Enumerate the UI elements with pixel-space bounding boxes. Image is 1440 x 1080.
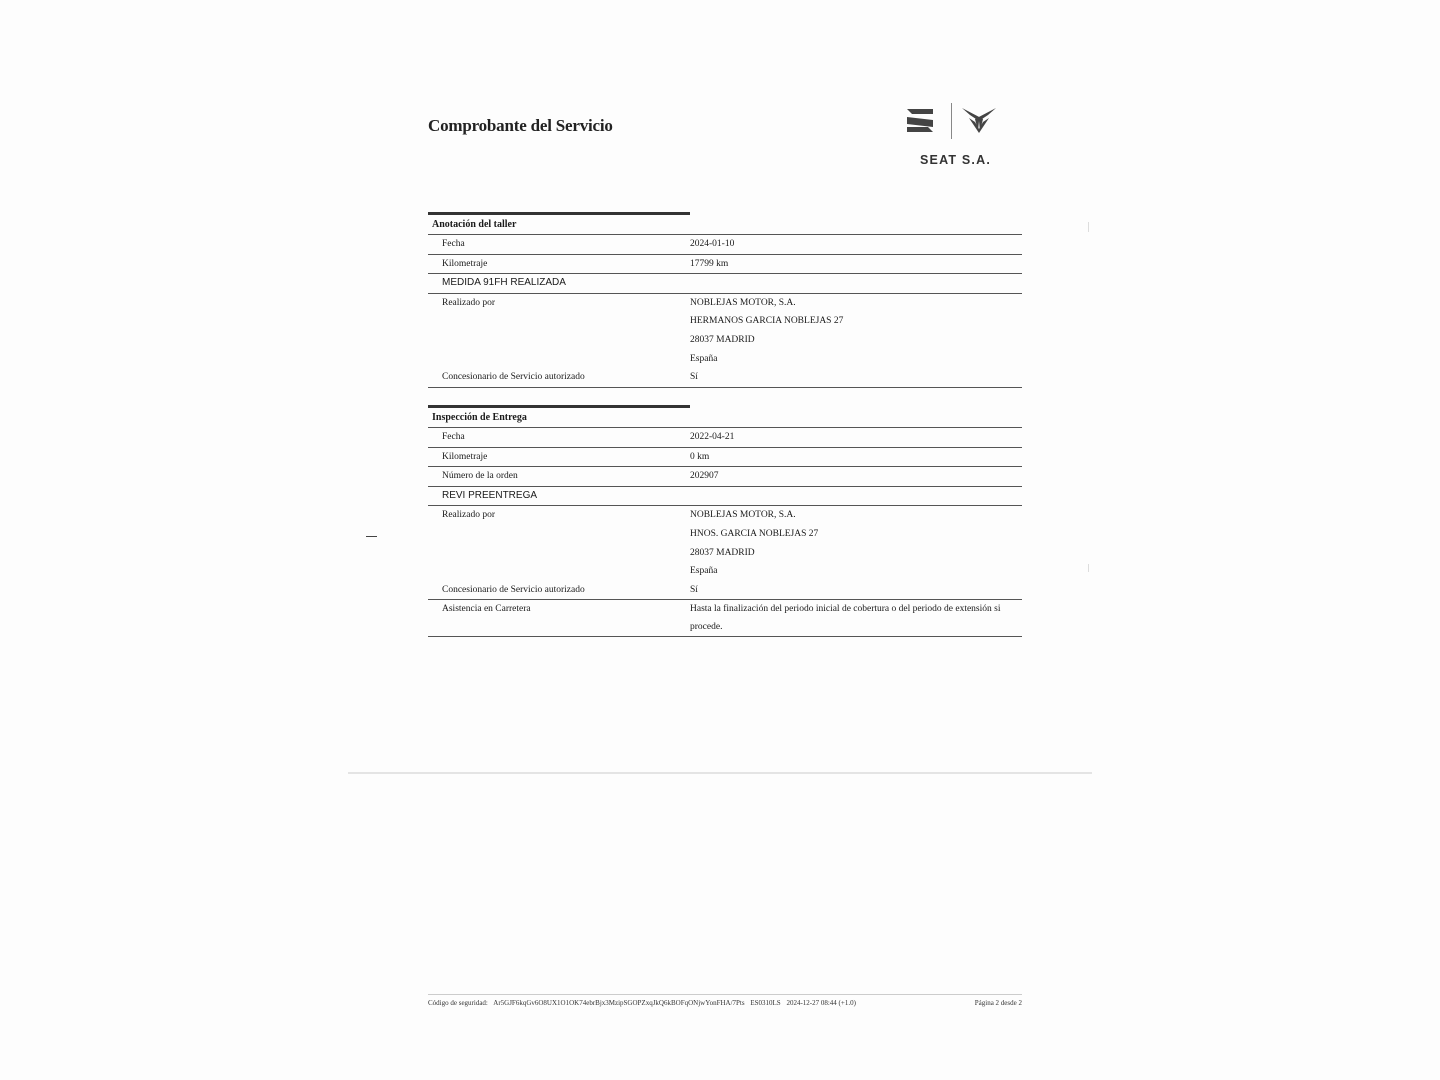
- kilometraje-value: 0 km: [690, 451, 710, 462]
- dealer-name: NOBLEJAS MOTOR, S.A.: [690, 297, 796, 308]
- doc-code: ES0310LS: [750, 999, 781, 1007]
- dealer-city: 28037 MADRID: [690, 334, 755, 345]
- row-kilometraje: [428, 448, 1022, 468]
- timestamp: 2024-12-27 08:44 (+1.0): [786, 999, 856, 1007]
- dealer-name: NOBLEJAS MOTOR, S.A.: [690, 510, 796, 521]
- dealer-street: HERMANOS GARCIA NOBLEJAS 27: [690, 316, 844, 327]
- row-concesionario: [428, 368, 1022, 388]
- concesionario-label: Concesionario de Servicio autorizado: [442, 584, 585, 595]
- concesionario-value: Sí: [690, 372, 698, 383]
- dealer-city: 28037 MADRID: [690, 547, 755, 558]
- concesionario-value: Sí: [690, 584, 698, 595]
- medida-text: MEDIDA 91FH REALIZADA: [442, 277, 566, 289]
- kilometraje-value: 17799 km: [690, 258, 729, 269]
- seat-logo-icon: [903, 101, 1003, 151]
- row-realizado-por: [428, 294, 1022, 368]
- row-concesionario: [428, 581, 1022, 601]
- scan-mark: [1088, 564, 1089, 572]
- fecha-label: Fecha: [442, 432, 465, 442]
- page-separator: [348, 772, 1092, 774]
- section-anotacion-taller: [428, 212, 1022, 388]
- section-title: Inspección de Entrega: [428, 408, 1022, 428]
- fecha-value: 2024-01-10: [690, 239, 735, 249]
- concesionario-label: Concesionario de Servicio autorizado: [442, 372, 585, 383]
- row-medida: [428, 274, 1022, 294]
- kilometraje-label: Kilometraje: [442, 451, 488, 462]
- fecha-value: 2022-04-21: [690, 432, 735, 442]
- kilometraje-label: Kilometraje: [442, 258, 488, 269]
- dealer-street: HNOS. GARCIA NOBLEJAS 27: [690, 528, 819, 539]
- section-inspeccion-entrega: [428, 405, 1022, 637]
- dealer-address: [690, 294, 1022, 368]
- section-title: Anotación del taller: [428, 215, 1022, 235]
- scan-mark: [1088, 222, 1089, 232]
- footer-left: [428, 999, 860, 1007]
- asistencia-value: Hasta la finalización del periodo inicial de cobertura o del periodo de extensión si procede.: [690, 604, 1001, 633]
- dealer-address: [690, 506, 1022, 580]
- row-fecha: [428, 235, 1022, 255]
- realizado-label: Realizado por: [442, 297, 496, 308]
- seat-cupra-logo: [903, 101, 1003, 171]
- realizado-label: Realizado por: [442, 510, 496, 521]
- row-fecha: [428, 428, 1022, 448]
- asistencia-label: Asistencia en Carretera: [442, 604, 531, 615]
- row-medida: [428, 487, 1022, 507]
- security-label: Código de seguridad:: [428, 999, 488, 1007]
- fecha-label: Fecha: [442, 239, 465, 249]
- page-number: Página 2 desde 2: [974, 999, 1022, 1007]
- orden-value: 202907: [690, 471, 719, 482]
- row-numero-orden: [428, 467, 1022, 487]
- document-title: Comprobante del Servicio: [428, 116, 613, 135]
- dealer-country: España: [690, 353, 718, 364]
- row-realizado-por: [428, 506, 1022, 580]
- dealer-country: España: [690, 566, 718, 577]
- page-footer: [428, 999, 1022, 1007]
- orden-label: Número de la orden: [442, 471, 518, 482]
- footer-divider: [428, 994, 1022, 995]
- scan-mark: [366, 536, 377, 537]
- row-kilometraje: [428, 255, 1022, 275]
- medida-text: REVI PREENTREGA: [442, 489, 538, 501]
- brand-name: SEAT S.A.: [920, 153, 991, 167]
- security-code: Ar5GJF6kqGv6O8UX1O1OK74ebrBjx3MzipSGOPZxqJkQ6kBOFqONjwYonFHA/7Pts: [493, 999, 745, 1007]
- row-asistencia: [428, 600, 1022, 637]
